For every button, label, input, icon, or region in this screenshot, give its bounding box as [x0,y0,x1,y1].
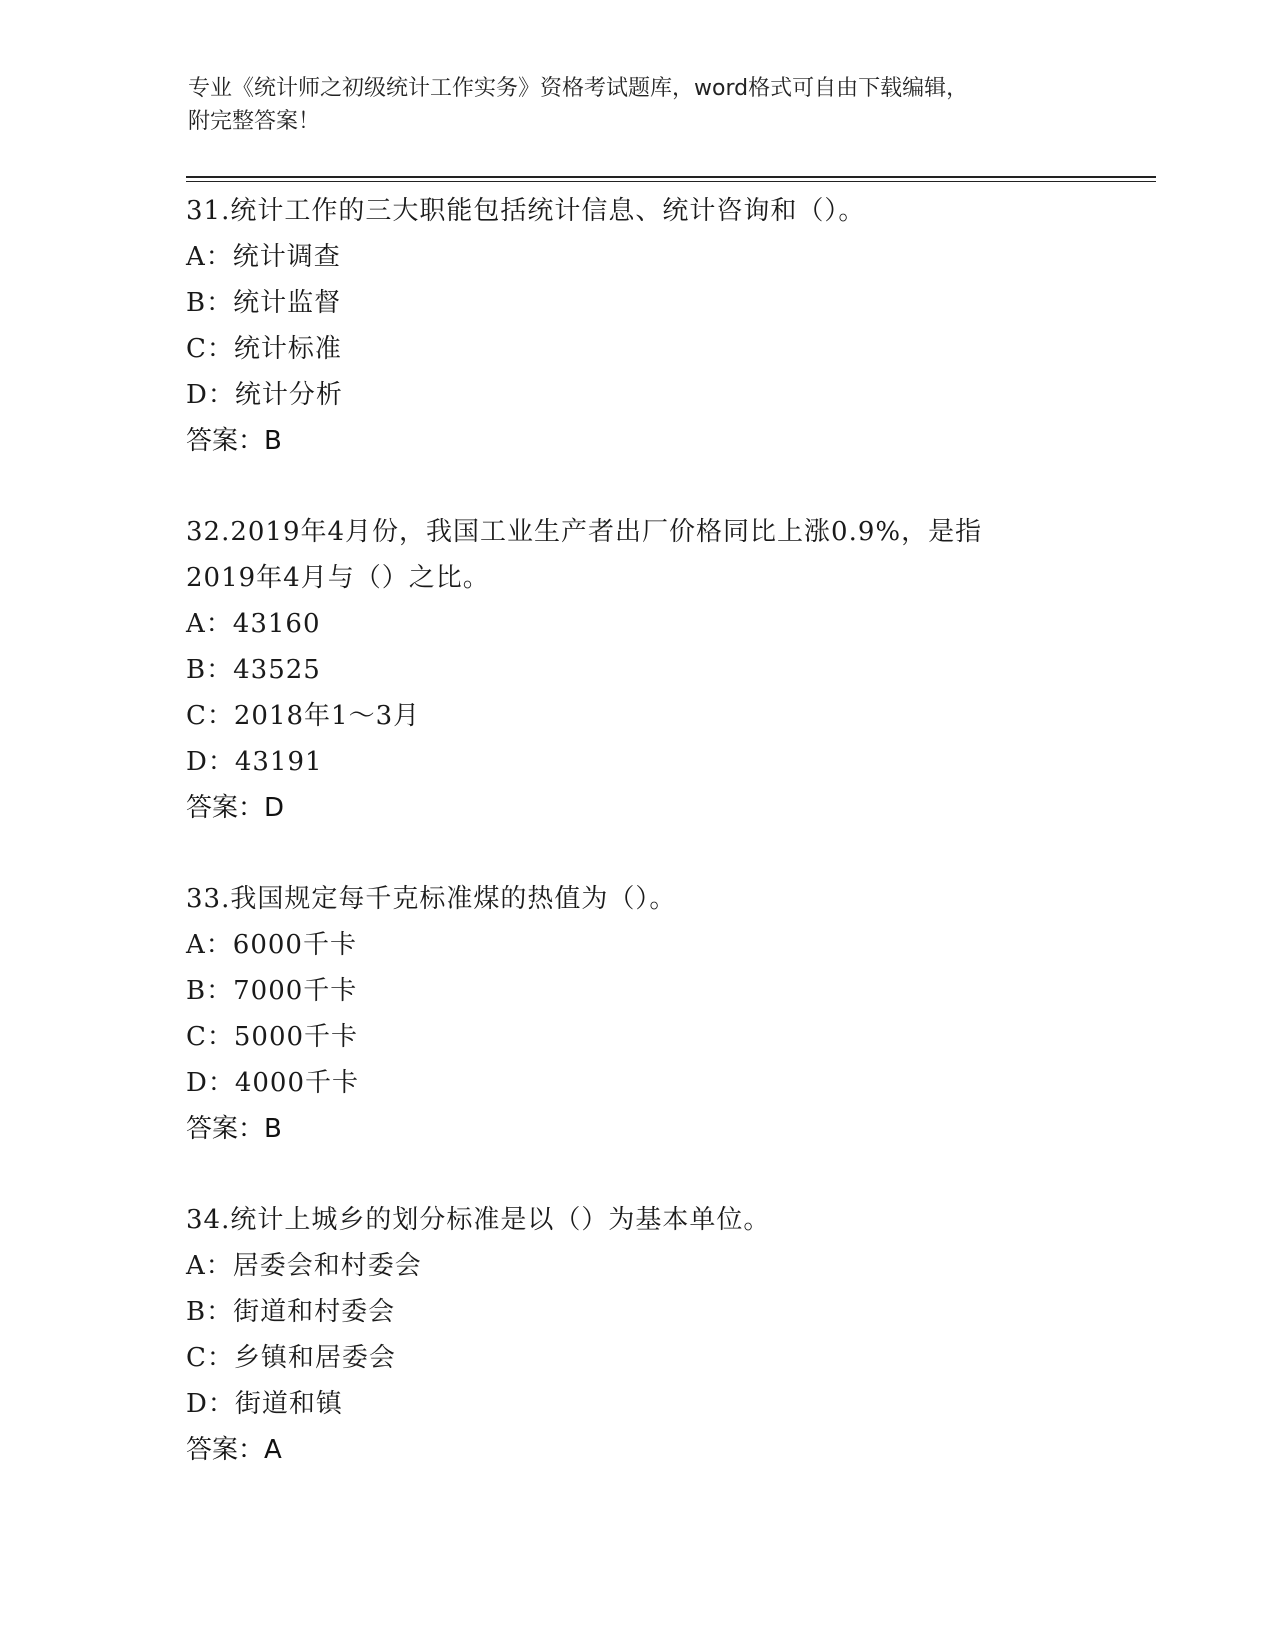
option-c: C：2018年1～3月 [186,701,421,731]
option-d: D：街道和镇 [186,1389,343,1419]
option-d: D：43191 [186,747,323,777]
question-33 [186,876,1146,1152]
option-d: D：统计分析 [186,380,343,410]
question-32 [186,509,1146,831]
option-d: D：4000千卡 [186,1068,360,1098]
document-header [188,72,1068,138]
question-31 [186,188,1146,464]
question-stem: 34.统计上城乡的划分标准是以（）为基本单位。 [186,1205,771,1235]
header-line-1: 专业《统计师之初级统计工作实务》资格考试题库，word格式可自由下载编辑， [188,76,969,101]
answer: 答案：D [186,793,285,823]
option-c: C：5000千卡 [186,1022,359,1052]
option-a: A：居委会和村委会 [186,1251,422,1281]
header-divider-thick [186,176,1156,178]
question-stem: 31.统计工作的三大职能包括统计信息、统计咨询和（）。 [186,196,866,226]
option-b: B：7000千卡 [186,976,358,1006]
option-c: C：乡镇和居委会 [186,1343,396,1373]
option-b: B：统计监督 [186,288,342,318]
header-divider-thin [186,181,1156,182]
question-stem: 33.我国规定每千克标准煤的热值为（）。 [186,884,677,914]
option-a: A：统计调查 [186,242,341,272]
answer: 答案：B [186,1114,282,1144]
answer: 答案：B [186,426,282,456]
option-a: A：6000千卡 [186,930,357,960]
option-b: B：街道和村委会 [186,1297,396,1327]
option-c: C：统计标准 [186,334,342,364]
question-stem: 32.2019年4月份，我国工业生产者出厂价格同比上涨0.9%，是指 [186,517,983,547]
question-list [186,188,1146,1518]
question-stem-continued: 2019年4月与（）之比。 [186,563,490,593]
option-b: B：43525 [186,655,321,685]
answer: 答案：A [186,1435,282,1465]
header-line-2: 附完整答案！ [188,109,321,134]
question-34 [186,1197,1146,1473]
option-a: A：43160 [186,609,321,639]
